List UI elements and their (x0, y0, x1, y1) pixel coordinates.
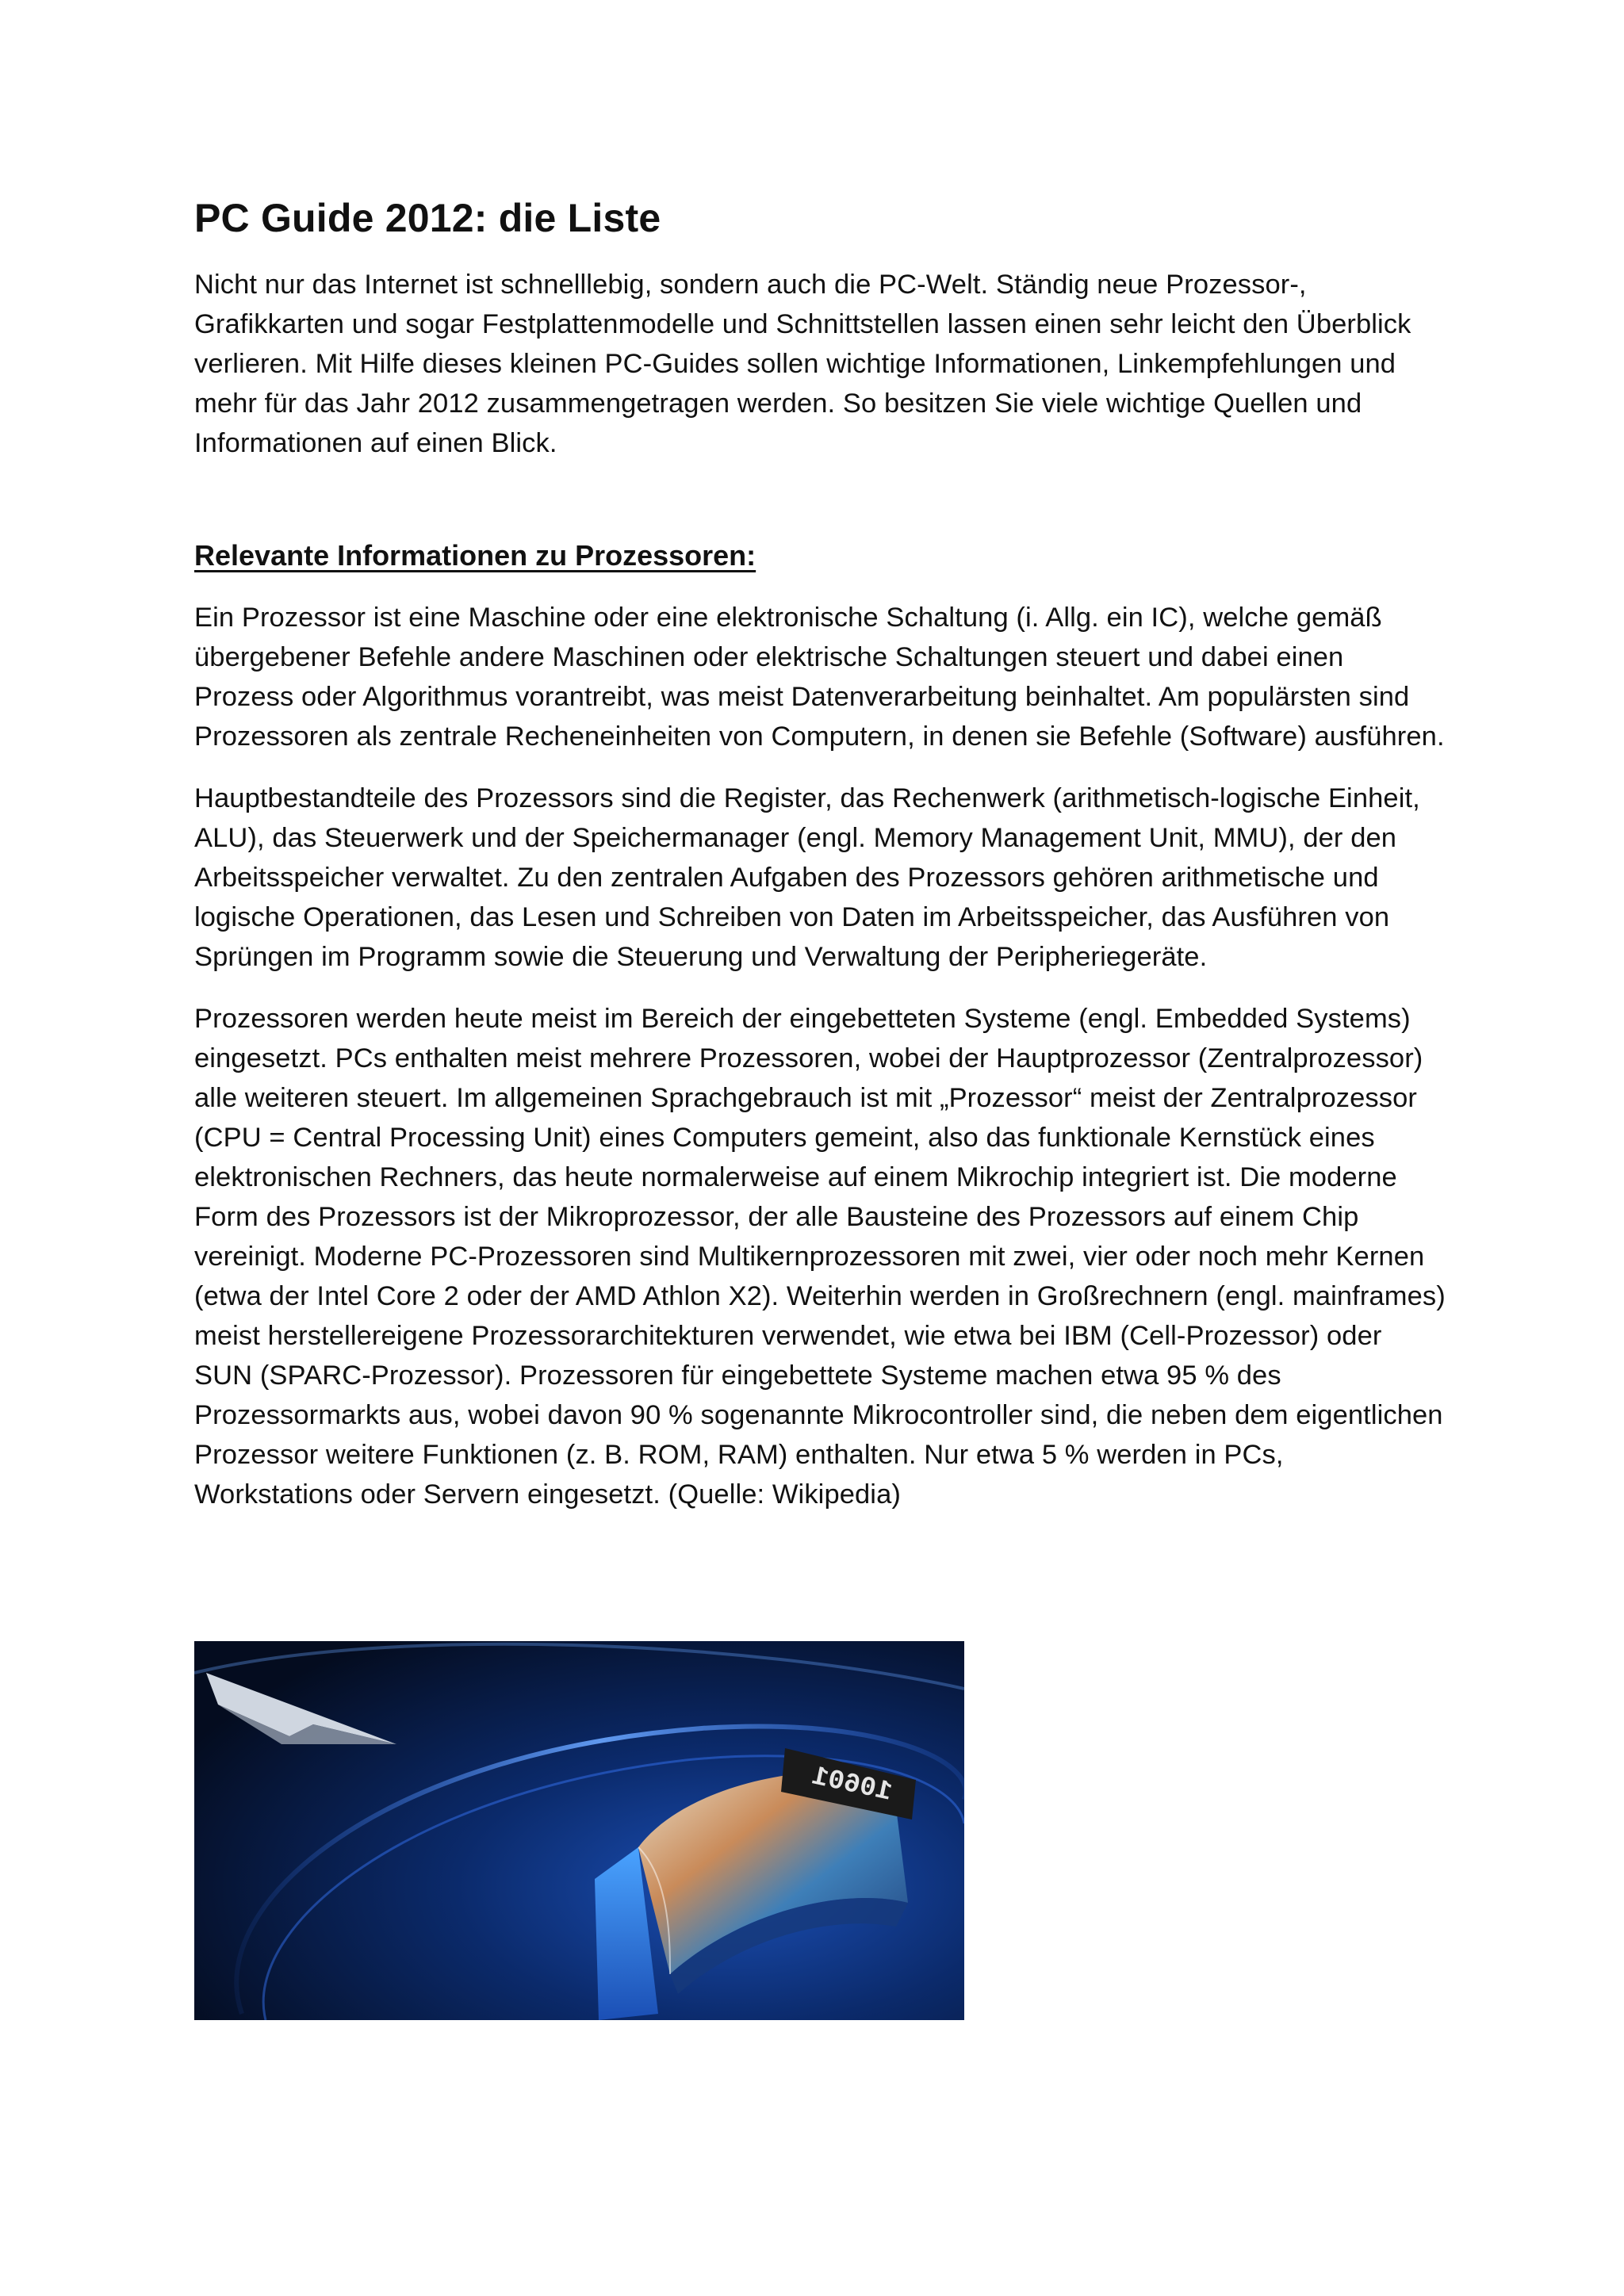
paragraph-1: Ein Prozessor ist eine Maschine oder eine elektronische Schaltung (i. Allg. ein IC), welche gemäß übergebener Befehle andere Maschinen oder elektrische Schaltungen steuert und dabei einen Prozess oder Algorithmus vorantreibt, was meist Datenverarbeitung beinhaltet. Am populärsten sind Prozessoren als zentrale Recheneinheiten von Computern, in denen sie Befehle (Software) ausführen. (194, 603, 1445, 752)
paragraph-3: Prozessoren werden heute meist im Bereich der eingebetteten Systeme (engl. Embedded Systems) eingesetzt. PCs enthalten meist mehrere Prozessoren, wobei der Hauptprozessor (Zentralprozessor) alle weiteren steuert. Im allgemeinen Sprachgebrauch ist mit „Prozessor“ meist der Zentralprozessor (CPU = Central Processing Unit) eines Computers gemeint, also das funktionale Kernstück eines elektronischen Rechners, das heute normalerweise auf einem Mikrochip integriert ist. Die moderne Form des Prozessors ist der Mikroprozessor, der alle Bausteine des Prozessors auf einem Chip vereinigt. Moderne PC-Prozessoren sind Multikernprozessoren mit zwei, vier oder noch mehr Kernen (etwa der Intel Core 2 oder der AMD Athlon X2). Weiterhin werden in Großrechnern (engl. mainframes) meist herstellereigene Prozessorarchitekturen verwendet, wie etwa bei IBM (Cell-Prozessor) oder SUN (SPARC-Prozessor). Prozessoren für eingebettete Systeme machen etwa 95 % des Prozessormarkts aus, wobei davon 90 % sogenannte Mikrocontroller sind, die neben dem eigentlichen Prozessor weitere Funktionen (z. B. ROM, RAM) enthalten. Nur etwa 5 % werden in PCs, Workstations oder Servern eingesetzt. (Quelle: Wikipedia) (194, 1004, 1446, 1510)
figure-illustration (194, 1641, 964, 2020)
intro-paragraph: Nicht nur das Internet ist schnelllebig, sondern auch die PC-Welt. Ständig neue Prozessor-, Grafikkarten und sogar Festplattenmodelle und Schnittstellen lassen einen sehr leicht den Überblick verlieren. Mit Hilfe dieses kleinen PC-Guides sollen wichtige Informationen, Linkempfehlungen und mehr für das Jahr 2012 zusammengetragen werden. So besitzen Sie viele wichtige Quellen und Informationen auf einen Blick. (194, 270, 1411, 458)
section-heading: Relevante Informationen zu Prozessoren: (194, 539, 756, 572)
paragraph-2: Hauptbestandteile des Prozessors sind die Register, das Rechenwerk (arithmetisch-logische Einheit, ALU), das Steuerwerk und der Speichermanager (engl. Memory Management Unit, MMU), der den Arbeitsspeicher verwaltet. Zu den zentralen Aufgaben des Prozessors gehören arithmetische und logische Operationen, das Lesen und Schreiben von Daten im Arbeitsspeicher, das Ausführen von Sprüngen im Programm sowie die Steuerung und Verwaltung der Peripheriegeräte. (194, 783, 1420, 972)
document-body (194, 190, 1447, 1536)
label-strip-text: 10601 (809, 1762, 894, 1808)
decorative-figure (194, 1641, 964, 2020)
page-title: PC Guide 2012: die Liste (194, 196, 661, 240)
